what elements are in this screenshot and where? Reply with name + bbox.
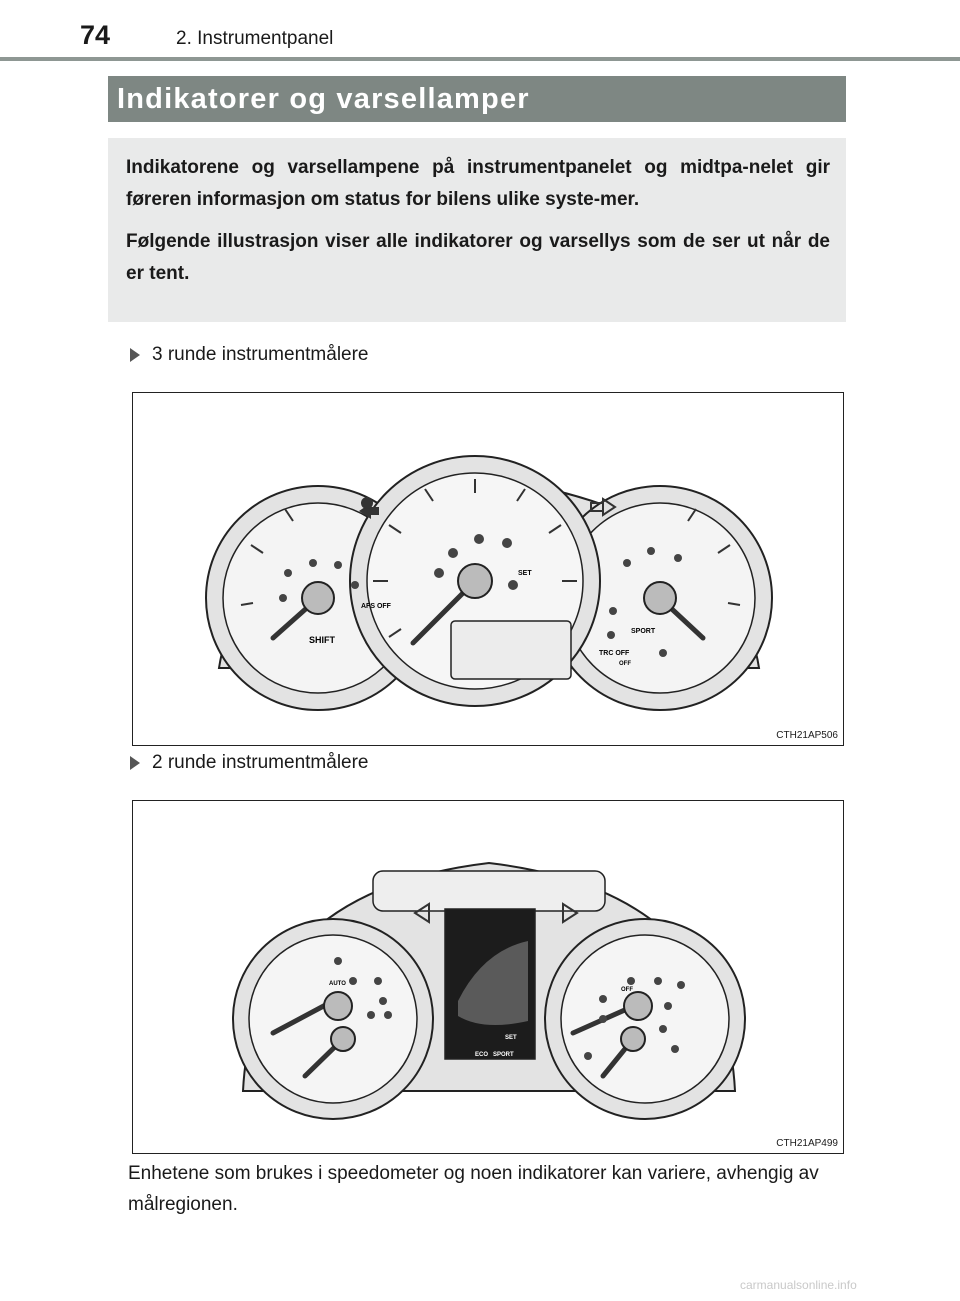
- figure-code: CTH21AP499: [776, 1138, 838, 1149]
- chapter-title: 2. Instrumentpanel: [176, 28, 334, 49]
- triangle-bullet-icon: [130, 756, 140, 770]
- intro-paragraph-1: Indikatorene og varsellampene på instrumentpanelet og midtpa-nelet gir føreren informasjon om status for bilens ulike syste-mer.: [126, 157, 830, 210]
- sport-label: SPORT: [493, 1052, 514, 1058]
- page-number: 74: [80, 20, 111, 50]
- bullet-two-gauges: [130, 752, 369, 774]
- figure-three-gauge-cluster: [132, 392, 844, 746]
- intro-paragraph-2: Følgende illustrasjon viser alle indikatorer og varsellys som de ser ut når de er tent.: [126, 231, 830, 284]
- figure-code: CTH21AP506: [776, 730, 838, 741]
- sport-label: SPORT: [631, 628, 656, 635]
- bullet-text: 2 runde instrumentmålere: [152, 752, 369, 773]
- off-label: OFF: [621, 987, 633, 993]
- intro-box: [108, 138, 846, 322]
- eco-label: ECO: [475, 1052, 489, 1058]
- section-title: Indikatorer og varsellamper: [108, 76, 846, 122]
- bullet-text: 3 runde instrumentmålere: [152, 344, 369, 365]
- auto-label: AUTO: [329, 981, 346, 987]
- watermark: carmanualsonline.info: [740, 1278, 857, 1292]
- figure-two-gauge-cluster: [132, 800, 844, 1154]
- afs-off-label: AFS OFF: [361, 603, 391, 610]
- shift-label: SHIFT: [309, 635, 335, 645]
- bullet-three-gauges: [130, 344, 369, 366]
- off-label: OFF: [619, 661, 631, 667]
- set-label: SET: [505, 1035, 517, 1041]
- set-label: SET: [518, 570, 532, 577]
- two-gauge-cluster-illustration: [133, 801, 844, 1154]
- three-gauge-cluster-illustration: [133, 393, 844, 746]
- footnote-text: Enhetene som brukes i speedometer og noen indikatorer kan variere, avhengig av målregionen.: [128, 1163, 819, 1215]
- trc-off-label: TRC OFF: [599, 650, 630, 657]
- headlight-icon: [361, 497, 373, 509]
- header-rule: [0, 57, 960, 61]
- triangle-bullet-icon: [130, 348, 140, 362]
